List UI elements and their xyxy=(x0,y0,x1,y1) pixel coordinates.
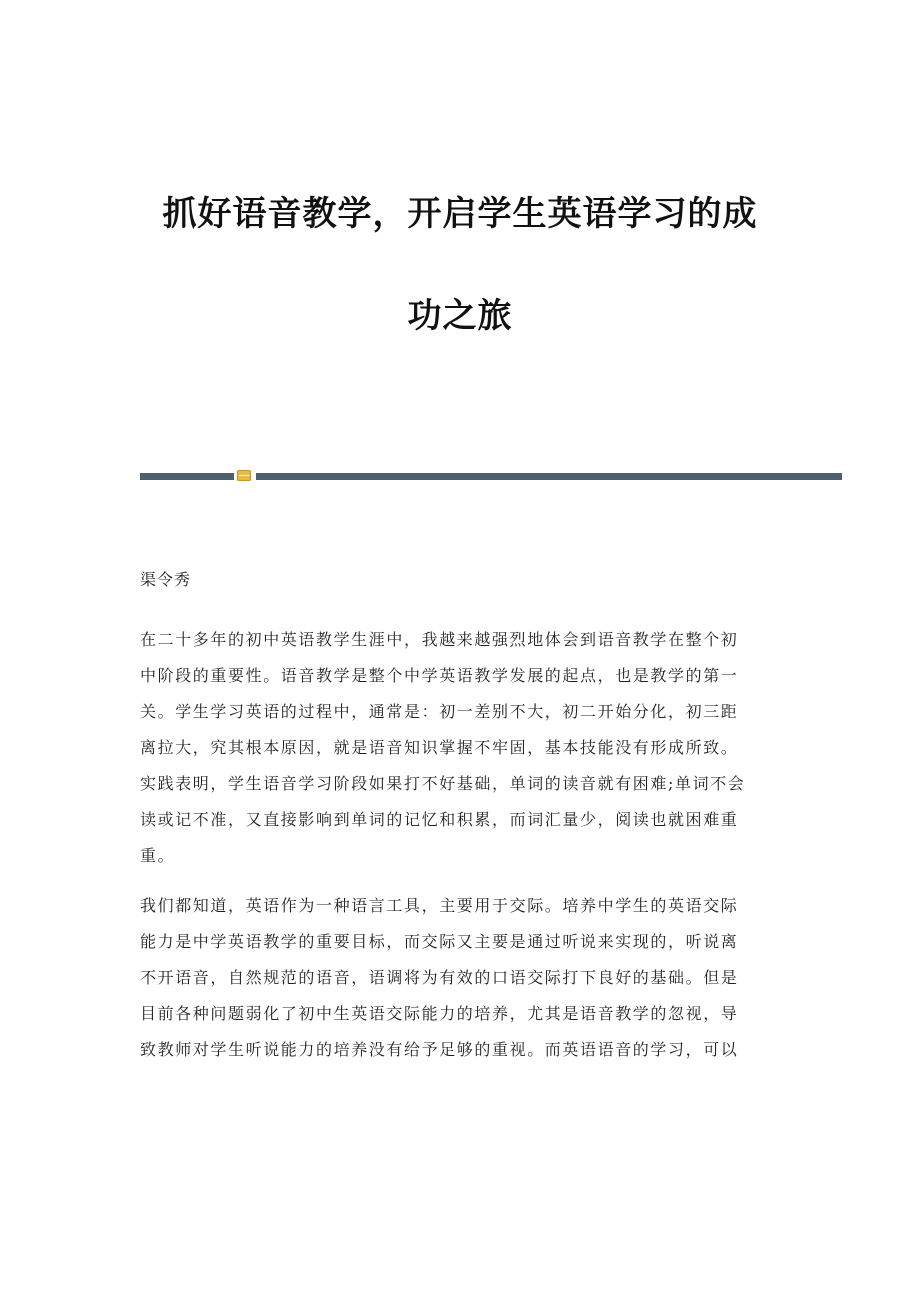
title-line-2: 功之旅 xyxy=(407,296,513,336)
paragraph-line: 我们都知道，英语作为一种语言工具，主要用于交际。培养中学生的英语交际 xyxy=(140,896,739,915)
paragraph-line: 在二十多年的初中英语教学生涯中，我越来越强烈地体会到语音教学在整个初 xyxy=(140,630,739,649)
paragraph-line: 重。 xyxy=(140,846,176,865)
divider-ornament-icon xyxy=(237,470,251,481)
paragraph-line: 关。学生学习英语的过程中，通常是：初一差别不大，初二开始分化，初三距 xyxy=(140,702,739,721)
title-divider xyxy=(140,468,842,482)
article-body xyxy=(140,622,780,1082)
paragraph-line: 目前各种问题弱化了初中生英语交际能力的培养，尤其是语音教学的忽视，导 xyxy=(140,1004,739,1023)
paragraph-line: 中阶段的重要性。语音教学是整个中学英语教学发展的起点，也是教学的第一 xyxy=(140,666,739,685)
paragraph-line: 实践表明，学生语音学习阶段如果打不好基础，单词的读音就有困难;单词不会 xyxy=(140,774,746,793)
paragraph-2 xyxy=(140,888,780,1068)
paragraph-1 xyxy=(140,622,780,874)
paragraph-line: 能力是中学英语教学的重要目标，而交际又主要是通过听说来实现的，听说离 xyxy=(140,932,739,951)
divider-bar-right xyxy=(256,473,842,480)
paragraph-line: 离拉大，究其根本原因，就是语音知识掌握不牢固，基本技能没有形成所致。 xyxy=(140,738,739,757)
document-title xyxy=(120,188,800,342)
paragraph-line: 致教师对学生听说能力的培养没有给予足够的重视。而英语语音的学习，可以 xyxy=(140,1040,739,1059)
paragraph-line: 读或记不准，又直接影响到单词的记忆和积累，而词汇量少，阅读也就困难重 xyxy=(140,810,739,829)
title-line-1: 抓好语音教学，开启学生英语学习的成 xyxy=(162,194,758,234)
author-name: 渠令秀 xyxy=(140,570,192,589)
paragraph-line: 不开语音，自然规范的语音，语调将为有效的口语交际打下良好的基础。但是 xyxy=(140,968,739,987)
divider-bar-left xyxy=(140,473,234,480)
